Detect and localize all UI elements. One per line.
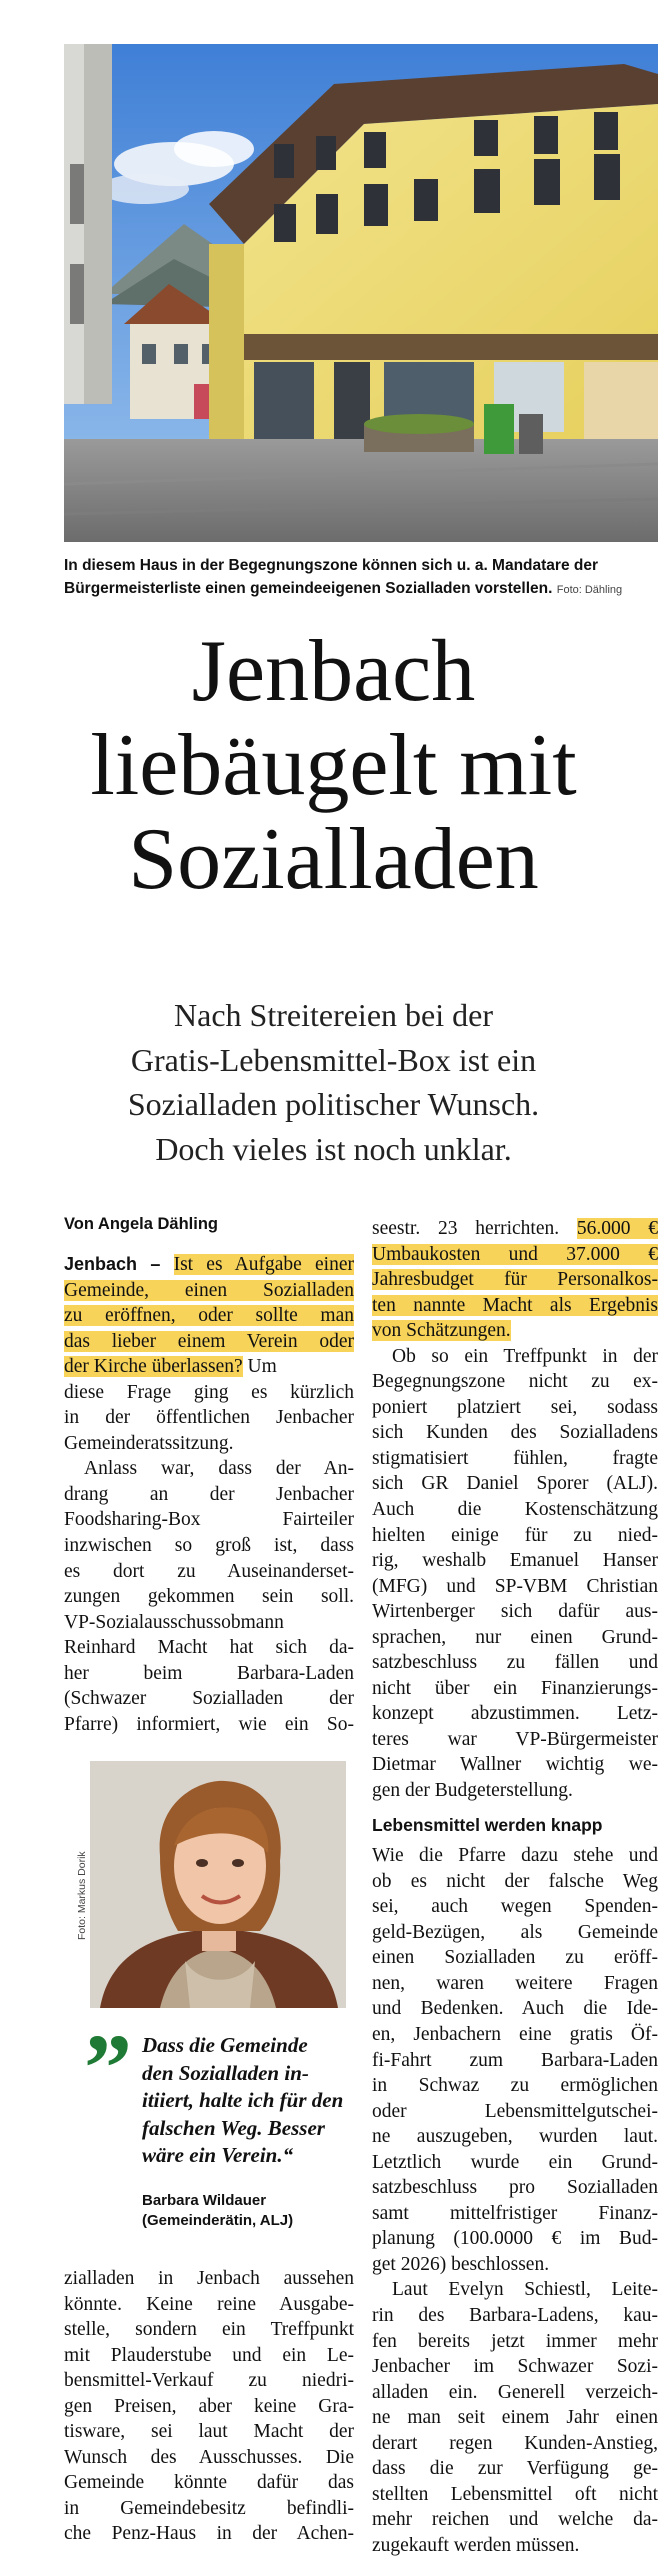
highlighted-text: zu eröffnen, oder sollte man — [64, 1305, 354, 1327]
text-line: nicht über ein Finanzierungs- — [372, 1677, 658, 1699]
highlighted-text: das lieber einem Verein oder — [64, 1330, 354, 1352]
article-photo — [64, 44, 658, 542]
text-line: sich Kunden des Sozialladens — [372, 1422, 658, 1444]
text-line: konzept abzustimmen. Letz- — [372, 1703, 658, 1725]
headline-line: liebäugelt mit — [90, 717, 577, 814]
text-line: satzbeschluss zu fällen und — [372, 1652, 658, 1674]
text-line: Ob so ein Treffpunkt in der — [392, 1345, 658, 1367]
text-line: hielten einige für zu nied- — [372, 1524, 658, 1546]
text-line: Auch die Kostenschätzung — [372, 1499, 658, 1521]
text-line: dass die zur Verfügung ge- — [372, 2458, 658, 2480]
headline — [40, 625, 627, 907]
highlighted-text: der Kirche überlassen? — [64, 1356, 243, 1378]
text-line — [64, 1303, 354, 1329]
text-line: ob es nicht der falsche Weg — [372, 1870, 658, 1892]
highlighted-text: Gemeinde, einen Sozialladen — [64, 1279, 354, 1301]
text-line: gen der Budgeterstellung. — [372, 1780, 573, 1802]
highlighted-text: 56.000 € — [576, 1218, 658, 1239]
subheadline-line: Sozialladen politischer Wunsch. — [127, 1086, 540, 1122]
text-line: derart regen Kunden-Anstieg, — [372, 2432, 658, 2454]
text-line: Foodsharing-Box Fairteiler — [64, 1509, 354, 1531]
portrait-photo — [90, 1761, 346, 2008]
text-line: stelle, sondern ein Treffpunkt — [64, 2319, 354, 2341]
text-line: planung (100.0000 € im Bud- — [372, 2228, 658, 2250]
quote-mark-icon: ” — [84, 2014, 132, 2121]
text-line — [372, 1293, 658, 1319]
text-line: tisware, sei laut Macht der — [64, 2421, 354, 2443]
text-line: (MFG) und SP-VBM Christian — [372, 1575, 658, 1597]
subheadline-line: Nach Streitereien bei der — [174, 997, 493, 1033]
text-line — [64, 1252, 354, 1278]
text-line: poniert platziert sei, sodass — [372, 1396, 658, 1418]
text-line: zungen gekommen sein soll. — [64, 1586, 354, 1608]
text-line: Gemeinderatssitzung. — [64, 1432, 234, 1454]
text-line: Gemeinde könnte dafür das — [64, 2472, 354, 2494]
headline-line: Jenbach — [191, 623, 476, 720]
highlighted-text: ten nannte Macht als Ergebnis — [372, 1294, 658, 1316]
text-line: Laut Evelyn Schiestl, Leite- — [392, 2279, 658, 2301]
pull-quote — [142, 2032, 354, 2170]
highlighted-text: Umbaukosten und 37.000 € — [372, 1243, 658, 1265]
text-line: satzbeschluss pro Sozialladen — [372, 2177, 658, 2199]
text-line: in Gemeindebesitz befindli- — [64, 2497, 354, 2519]
text-line: rig, weshalb Emanuel Hanser — [372, 1550, 658, 1572]
quote-line: falschen Weg. Besser — [142, 2115, 325, 2140]
highlighted-text: Ist es Aufgabe einer — [173, 1254, 354, 1275]
text-line: Dietmar Wallner wichtig we- — [372, 1754, 658, 1776]
text-line: inzwischen so groß ist, dass — [64, 1535, 354, 1557]
text-line: Wirtenberger sich dafür aus- — [372, 1601, 658, 1623]
highlighted-text: von Schätzungen. — [372, 1320, 511, 1342]
text-line: sich GR Daniel Sporer (ALJ). — [372, 1473, 658, 1495]
text-line: könnte. Keine reine Ausgabe- — [64, 2293, 354, 2315]
quote-line: itiiert, halte ich für den — [142, 2088, 344, 2112]
photo-caption-text: In diesem Haus in der Begegnungszone können sich u. a. Mandatare der Bürgermeisterliste einen gemeindeeigenen Sozialladen vorstellen. — [64, 557, 599, 597]
text-line: in Schwaz zu ermöglichen — [372, 2075, 658, 2097]
body-column-left-bottom — [64, 2266, 354, 2547]
headline-line: Sozialladen — [128, 811, 539, 908]
text-fragment: seestr. 23 herrichten. — [372, 1218, 577, 1239]
text-line: Anlass war, dass der An- — [84, 1458, 354, 1480]
text-line: diese Frage ging es kürzlich — [64, 1381, 354, 1403]
text-line — [372, 1216, 658, 1242]
text-line: bensmittel-Verkauf zu niedri- — [64, 2370, 354, 2392]
text-line: rin des Barbara-Ladens, kau- — [372, 2304, 658, 2326]
text-line: Pfarre) informiert, wie ein So- — [64, 1713, 354, 1735]
text-line: fen bereits jetzt immer mehr — [372, 2330, 658, 2352]
text-line: Wie die Pfarre dazu stehe und — [372, 1845, 658, 1867]
text-line: Wunsch des Ausschusses. Die — [64, 2446, 354, 2468]
text-line: gen Preisen, aber keine Gra- — [64, 2395, 354, 2417]
text-line: nen, waren weitere Fragen — [372, 1972, 658, 1994]
text-line: einen Sozialladen zu eröff- — [372, 1947, 658, 1969]
quote-author-name: Barbara Wildauer — [142, 2192, 267, 2209]
text-line: und Bedenken. Auch die Ide- — [372, 1998, 658, 2020]
text-line: Begegnungszone nicht zu ex- — [372, 1371, 658, 1393]
dateline: Jenbach – — [64, 1254, 161, 1274]
text-line: stigmatisiert fühlen, fragte — [372, 1447, 658, 1469]
section-subheading: Lebensmittel werden knapp — [372, 1814, 603, 1835]
body-column-left-top — [64, 1252, 354, 1737]
text-line: ne auszugeben, wurden laut. — [372, 2126, 658, 2148]
text-line: geld-Bezügen, als Gemeinde — [372, 1921, 658, 1943]
text-line: che Penz-Haus in der Achen- — [64, 2523, 354, 2545]
text-line: en, Jenbachern eine gratis Öf- — [372, 2023, 658, 2045]
text-line — [64, 1354, 354, 1380]
text-line: (Schwazer Sozialladen der — [64, 1688, 354, 1710]
text-line: VP-Sozialausschussobmann — [64, 1611, 284, 1633]
text-line: stellten Lebensmittel oft nicht — [372, 2483, 658, 2505]
quote-line: wäre ein Verein.“ — [142, 2143, 294, 2167]
quote-line: den Sozialladen in- — [142, 2060, 309, 2085]
text-line: samt mittelfristiger Finanz- — [372, 2202, 658, 2224]
body-column-right — [372, 1216, 658, 2558]
photo-caption — [64, 554, 658, 602]
text-line: mehr reichen und welche da- — [372, 2509, 658, 2531]
quote-line: Dass die Gemeinde — [142, 2033, 308, 2057]
portrait-credit: Foto: Markus Dorik — [76, 1851, 88, 1940]
text-line — [372, 1267, 658, 1293]
text-line: zugekauft werden müssen. — [372, 2534, 580, 2556]
text-line: oder Lebensmittelgutschei- — [372, 2100, 658, 2122]
text-line: her beim Barbara-Laden — [64, 1662, 354, 1684]
text-line: Letztlich wurde ein Grund- — [372, 2151, 658, 2173]
text-line — [372, 1242, 658, 1268]
text-line: drang an der Jenbacher — [64, 1483, 354, 1505]
text-fragment: Um — [242, 1356, 277, 1378]
text-line: es dort zu Auseinanderset- — [64, 1560, 354, 1582]
subheadline — [60, 993, 607, 1171]
text-line: zialladen in Jenbach aussehen — [64, 2268, 354, 2289]
quote-author-role: (Gemeinderätin, ALJ) — [142, 2212, 294, 2229]
quote-author — [142, 2191, 293, 2231]
text-line: Jenbacher im Schwazer Sozi- — [372, 2356, 658, 2378]
text-line: sei, auch wegen Spenden- — [372, 1896, 658, 1918]
text-line: ne man seit einem Jahr einen — [372, 2407, 658, 2429]
text-line: Reinhard Macht hat sich da- — [64, 1637, 354, 1659]
text-line: teres war VP-Bürgermeister — [372, 1728, 658, 1750]
text-line — [64, 1278, 354, 1304]
text-line: fi-Fahrt zum Barbara-Laden — [372, 2049, 658, 2071]
byline: Von Angela Dähling — [64, 1215, 219, 1233]
text-line: get 2026) beschlossen. — [372, 2253, 550, 2275]
subheadline-line: Gratis-Lebensmittel-Box ist ein — [130, 1041, 537, 1078]
highlighted-text: Jahresbudget für Personalkos- — [372, 1269, 658, 1291]
text-line — [64, 1329, 354, 1355]
text-line: in der öffentlichen Jenbacher — [64, 1407, 354, 1429]
photo-credit: Foto: Dähling — [556, 584, 623, 596]
text-line: mit Plauderstube und ein Le- — [64, 2344, 354, 2366]
text-line: sprachen, nur einen Grund- — [372, 1626, 658, 1648]
subheadline-line: Doch vieles ist noch unklar. — [155, 1130, 512, 1167]
text-line: alladen ein. Generell verzeich- — [372, 2381, 658, 2403]
text-line — [372, 1318, 658, 1344]
